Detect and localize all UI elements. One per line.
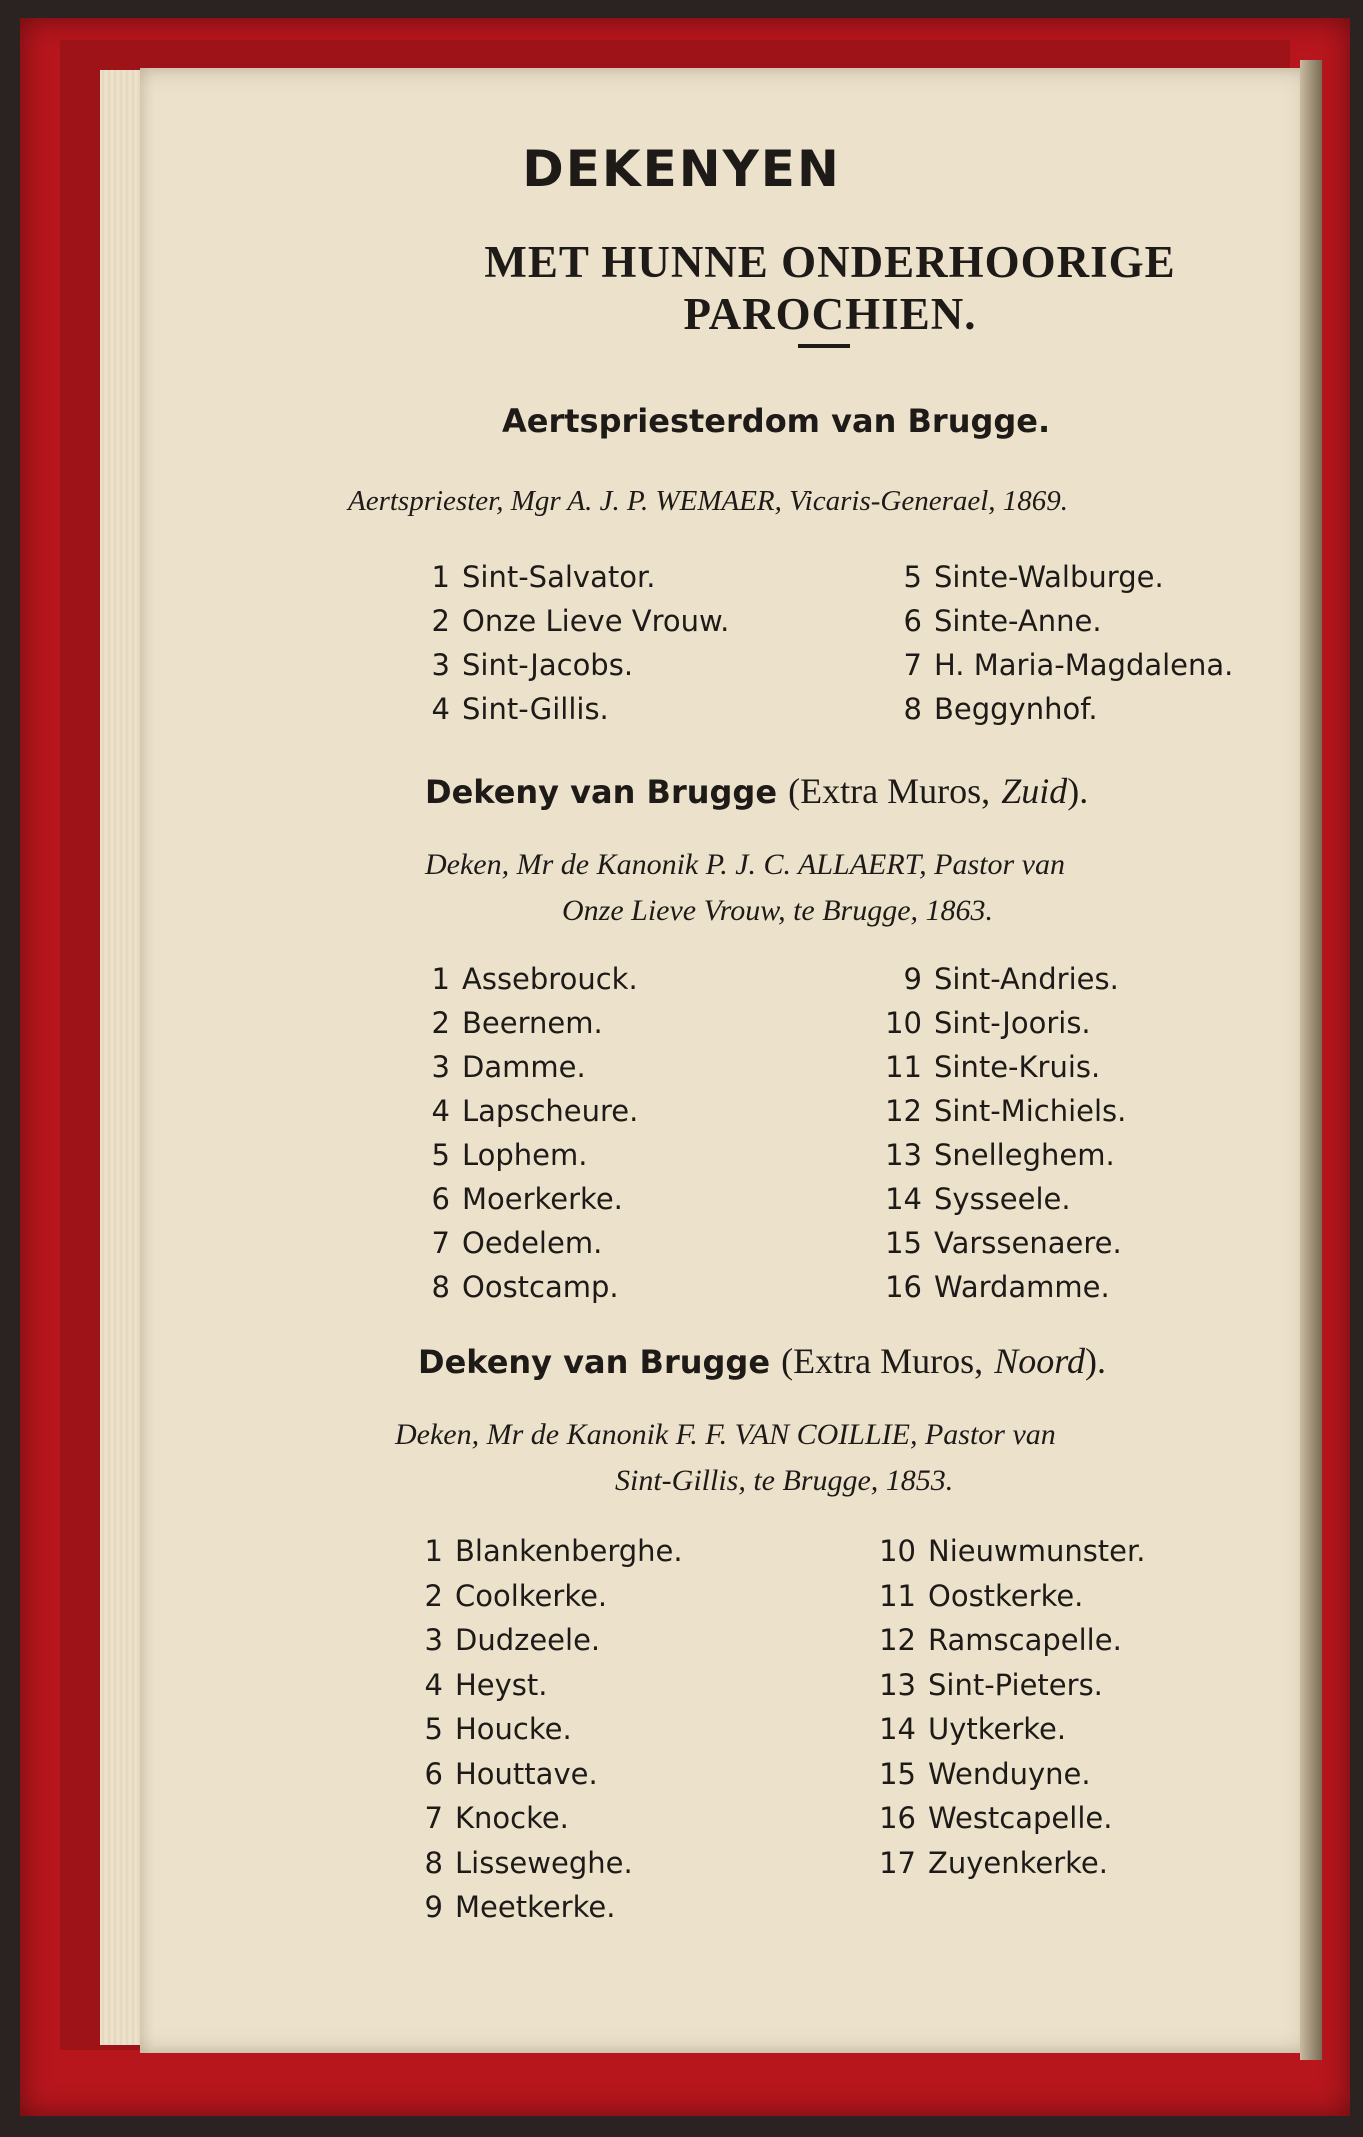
list-number: 5 [424,1712,443,1746]
parish-name: Sysseele. [934,1182,1071,1216]
list-item [412,1006,638,1050]
list-number: 15 [885,1226,922,1260]
parish-name: Heyst. [455,1667,548,1702]
list-number: 2 [431,1006,450,1040]
section-heading [418,1340,1106,1382]
parish-name: H. Maria-Magdalena. [934,648,1234,682]
list-item [412,962,638,1006]
parish-name: Moerkerke. [462,1182,623,1216]
list-item [412,648,729,692]
parish-name: Lapscheure. [462,1094,639,1128]
list-item [412,604,729,648]
parish-name: Sint-Pieters. [928,1667,1103,1702]
list-number: 13 [885,1138,922,1172]
list-number: 10 [879,1534,916,1568]
list-number: 3 [431,648,450,682]
parish-name: Houttave. [455,1756,598,1791]
list-item [884,1226,1126,1270]
parish-list-left [412,962,638,1314]
list-number: 16 [879,1801,916,1835]
list-item [405,1712,683,1757]
list-item [884,1182,1126,1226]
section-heading-end: ). [1084,1341,1106,1381]
list-item [412,1270,638,1314]
list-number: 5 [903,560,922,594]
parish-name: Oostcamp. [462,1270,619,1304]
page-subtitle: MET HUNNE ONDERHOORIGE PAROCHIEN. [484,237,1176,339]
list-number: 6 [903,604,922,638]
parish-name: Sint-Jooris. [934,1006,1091,1040]
list-item [878,1846,1146,1891]
list-item [405,1623,683,1668]
parish-name: Sinte-Walburge. [934,560,1164,594]
parish-name: Knocke. [455,1801,569,1835]
list-number: 14 [879,1712,916,1746]
parish-name: Lophem. [462,1138,588,1172]
list-item [884,692,1233,736]
parish-list-left [405,1534,683,1935]
list-number: 6 [431,1182,450,1216]
parish-name: Assebrouck. [462,962,638,996]
parish-name: Sint-Andries. [934,962,1119,996]
parish-name: Houcke. [455,1712,572,1746]
list-item [412,1050,638,1094]
list-number: 7 [424,1801,443,1835]
list-item [405,1534,683,1579]
list-item [884,604,1233,648]
list-number: 12 [885,1094,922,1128]
list-number: 2 [431,604,450,638]
parish-name: Zuyenkerke. [928,1845,1108,1880]
list-number: 10 [885,1006,922,1040]
section-heading-italic: Zuid [1001,771,1068,811]
parish-list-left [412,560,729,736]
parish-name: Nieuwmunster. [928,1534,1146,1568]
list-number: 4 [424,1667,443,1702]
parish-name: Varssenaere. [934,1226,1122,1260]
list-item [878,1579,1146,1624]
section-heading-italic: Noord [994,1341,1085,1381]
parish-name: Sint-Gillis. [462,692,609,726]
list-item [884,1138,1126,1182]
title-divider [798,344,850,348]
parish-name: Onze Lieve Vrouw. [462,604,730,638]
list-number: 3 [424,1623,443,1657]
list-number: 15 [879,1756,916,1791]
list-item [405,1846,683,1891]
list-item [412,560,729,604]
parish-name: Snelleghem. [934,1138,1115,1172]
list-number: 14 [885,1182,922,1216]
list-number: 11 [885,1050,922,1084]
list-item [412,692,729,736]
list-number: 4 [431,692,450,726]
list-number: 13 [879,1667,916,1702]
list-item [878,1712,1146,1757]
parish-name: Beggynhof. [934,692,1098,726]
section-heading-plain: (Extra Muros, [788,771,991,811]
list-number: 11 [879,1578,916,1613]
parish-list-right [884,560,1233,736]
dean-line: Deken, Mr de Kanonik P. J. C. ALLAERT, Pastor van [425,848,1065,881]
parish-name: Oostkerke. [928,1578,1084,1613]
dean-line: Deken, Mr de Kanonik F. F. VAN COILLIE, Pastor van [395,1418,1056,1451]
spine-shadow [1300,60,1322,2060]
section-heading-end: ). [1067,771,1089,811]
parish-list-right [884,962,1126,1314]
list-number: 7 [903,648,922,682]
list-item [412,1138,638,1182]
list-item [405,1757,683,1802]
list-item [412,1226,638,1270]
list-number: 7 [431,1226,450,1260]
list-number: 9 [903,962,922,996]
page-title: DEKENYEN [522,140,841,198]
dean-line: Onze Lieve Vrouw, te Brugge, 1863. [562,894,994,927]
parish-name: Damme. [462,1050,586,1084]
parish-name: Uytkerke. [928,1712,1067,1746]
section-heading-plain: (Extra Muros, [781,1341,984,1381]
dean-line: Sint-Gillis, te Brugge, 1853. [615,1464,954,1497]
parish-name: Meetkerke. [455,1890,616,1924]
list-number: 8 [903,692,922,726]
parish-name: Sinte-Anne. [934,604,1102,638]
list-number: 5 [431,1138,450,1172]
list-item [884,1050,1126,1094]
parish-name: Sint-Jacobs. [462,648,634,682]
parish-name: Wenduyne. [928,1756,1091,1791]
list-item [405,1668,683,1713]
list-number: 6 [424,1756,443,1791]
list-item [884,1094,1126,1138]
list-number: 8 [424,1845,443,1880]
list-number: 1 [424,1534,443,1568]
parish-name: Dudzeele. [455,1623,601,1657]
list-number: 17 [879,1845,916,1880]
list-item [884,560,1233,604]
section-heading-bold: Aertspriesterdom van Brugge. [502,402,1051,440]
list-number: 1 [431,560,450,594]
list-number: 8 [431,1270,450,1304]
parish-name: Blankenberghe. [455,1534,683,1568]
list-item [884,1270,1126,1314]
list-item [884,1006,1126,1050]
parish-list-right [878,1534,1146,1890]
parish-name: Ramscapelle. [928,1623,1122,1657]
parish-name: Coolkerke. [455,1578,608,1613]
list-item [412,1182,638,1226]
list-item [878,1534,1146,1579]
list-item [412,1094,638,1138]
section-heading [425,770,1088,812]
parish-name: Oedelem. [462,1226,603,1260]
list-number: 9 [424,1890,443,1924]
list-item [878,1623,1146,1668]
dean-line: Aertspriester, Mgr A. J. P. WEMAER, Vicaris-Generael, 1869. [348,485,1069,517]
parish-name: Beernem. [462,1006,603,1040]
list-item [405,1579,683,1624]
section-heading [502,402,1050,440]
list-number: 16 [885,1270,922,1304]
parish-name: Wardamme. [934,1270,1110,1304]
parish-name: Lisseweghe. [455,1845,633,1880]
list-number: 2 [424,1578,443,1613]
list-number: 3 [431,1050,450,1084]
list-number: 4 [431,1094,450,1128]
section-heading-bold: Dekeny van Brugge [425,773,778,811]
parish-name: Sint-Michiels. [934,1094,1127,1128]
list-item [405,1890,683,1935]
list-item [884,648,1233,692]
list-item [884,962,1126,1006]
list-item [405,1801,683,1846]
list-number: 12 [879,1623,916,1657]
parish-name: Sinte-Kruis. [934,1050,1101,1084]
section-heading-bold: Dekeny van Brugge [418,1343,771,1381]
parish-name: Sint-Salvator. [462,560,656,594]
list-item [878,1757,1146,1802]
parish-name: Westcapelle. [928,1801,1113,1835]
list-item [878,1668,1146,1713]
list-item [878,1801,1146,1846]
list-number: 1 [431,962,450,996]
